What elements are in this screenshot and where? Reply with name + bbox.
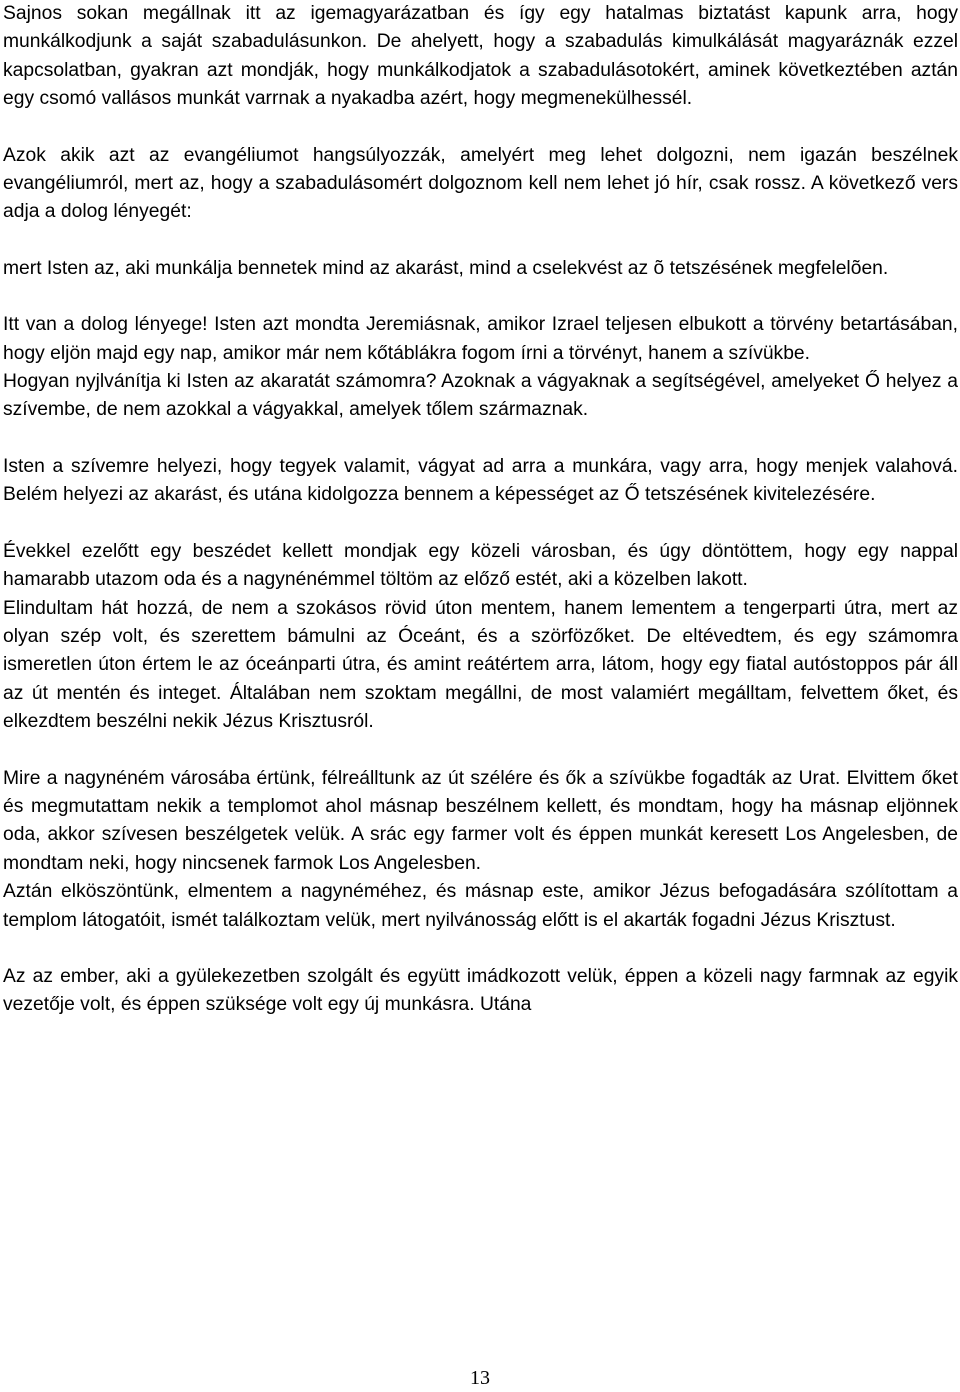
paragraph-5: Isten a szívemre helyezi, hogy tegyek valamit, vágyat ad arra a munkára, vagy arra, hogy menjek valahová. Belém helyezi az akarást, és utána kidolgozza bennem a képességet az Ő tetszésének kivitelezésére. — [3, 455, 958, 506]
paragraph-2: Azok akik azt az evangéliumot hangsúlyozzák, amelyért meg lehet dolgozni, nem igazán beszélnek evangéliumról, mert az, hogy a szabadulásomért dolgoznom kell nem lehet jó hír, csak rossz. A következő vers adja a dolog lényegét: — [3, 144, 958, 223]
paragraph-10: Az az ember, aki a gyülekezetben szolgált és együtt imádkozott velük, éppen a közeli nagy farmnak az egyik vezetője volt, és éppen szüksége volt egy új munkásra. Utána — [3, 965, 958, 1016]
paragraph-8: Mire a nagynéném városába értünk, félreálltunk az út szélére és ők a szívükbe fogadták az Urat. Elvittem őket és megmutattam nekik a templomot ahol másnap beszélnem kellett, és mondtam, hogy ha másnap eljönnek oda, akkor szívesen beszélgetek velük. A srác egy farmer volt és éppen munkát keresett Los Angelesben, de mondtam neki, hogy nincsenek farmok Los Angelesben. — [3, 767, 958, 874]
paragraph-9: Aztán elköszöntünk, elmentem a nagynéméhez, és másnap este, amikor Jézus befogadására szólítottam a templom látogatóit, ismét találkoztam velük, mert nyilvánosság előtt is el akarták fogadni Jézus Krisztust. — [3, 881, 958, 931]
page-number: 13 — [470, 1367, 490, 1389]
bible-verse-quote: mert Isten az, aki munkálja bennetek mind az akarást, mind a cselekvést az õ tetszésének megfelelõen. — [3, 257, 889, 279]
paragraph-7: Elindultam hát hozzá, de nem a szokásos rövid úton mentem, hanem lementem a tengerparti útra, mert az olyan szép volt, és szerettem bámulni az Óceánt, és a szörfözőket. De eltévedtem, és egy számomra ismeretlen úton értem le az óceánparti útra, és amint reátértem arra, látom, hogy egy fiatal autóstoppos pár áll az út mentén és integet. Általában nem szoktam megállni, de most valamiért megálltam, felvettem őket, és elkezdtem beszélni nekik Jézus Krisztusról. — [3, 597, 958, 733]
paragraph-6: Évekkel ezelőtt egy beszédet kellett mondjak egy közeli városban, és úgy döntöttem, hogy egy nappal hamarabb utazom oda és a nagynénémmel töltöm az előző estét, aki a közelben lakott. — [3, 540, 958, 591]
paragraph-3: Itt van a dolog lényege! Isten azt mondta Jeremiásnak, amikor Izrael teljesen elbukott a törvény betartásában, hogy eljön majd egy nap, amikor már nem kőtáblákra fogom írni a törvényt, hanem a szívükbe. — [3, 314, 958, 364]
paragraph-4: Hogyan nyjlvánítja ki Isten az akaratát számomra? Azoknak a vágyaknak a segítségével, amelyeket Ő helyez a szívembe, de nem azokkal a vágyakkal, amelyek tőlem származnak. — [3, 371, 958, 421]
document-page — [3, 0, 958, 1020]
paragraph-1: Sajnos sokan megállnak itt az igemagyarázatban és így egy hatalmas biztatást kapunk arra, hogy munkálkodjunk a saját szabadulásunkon. De ahelyett, hogy a szabadulás kimulkálását magyaráznák ezzel kapcsolatban, gyakran azt mondják, hogy munkálkodjatok a szabadulásotokért, aminek következtében aztán egy csomó vallásos munkát varrnak a nyakadba azért, hogy megmenekülhessél. — [3, 3, 958, 110]
